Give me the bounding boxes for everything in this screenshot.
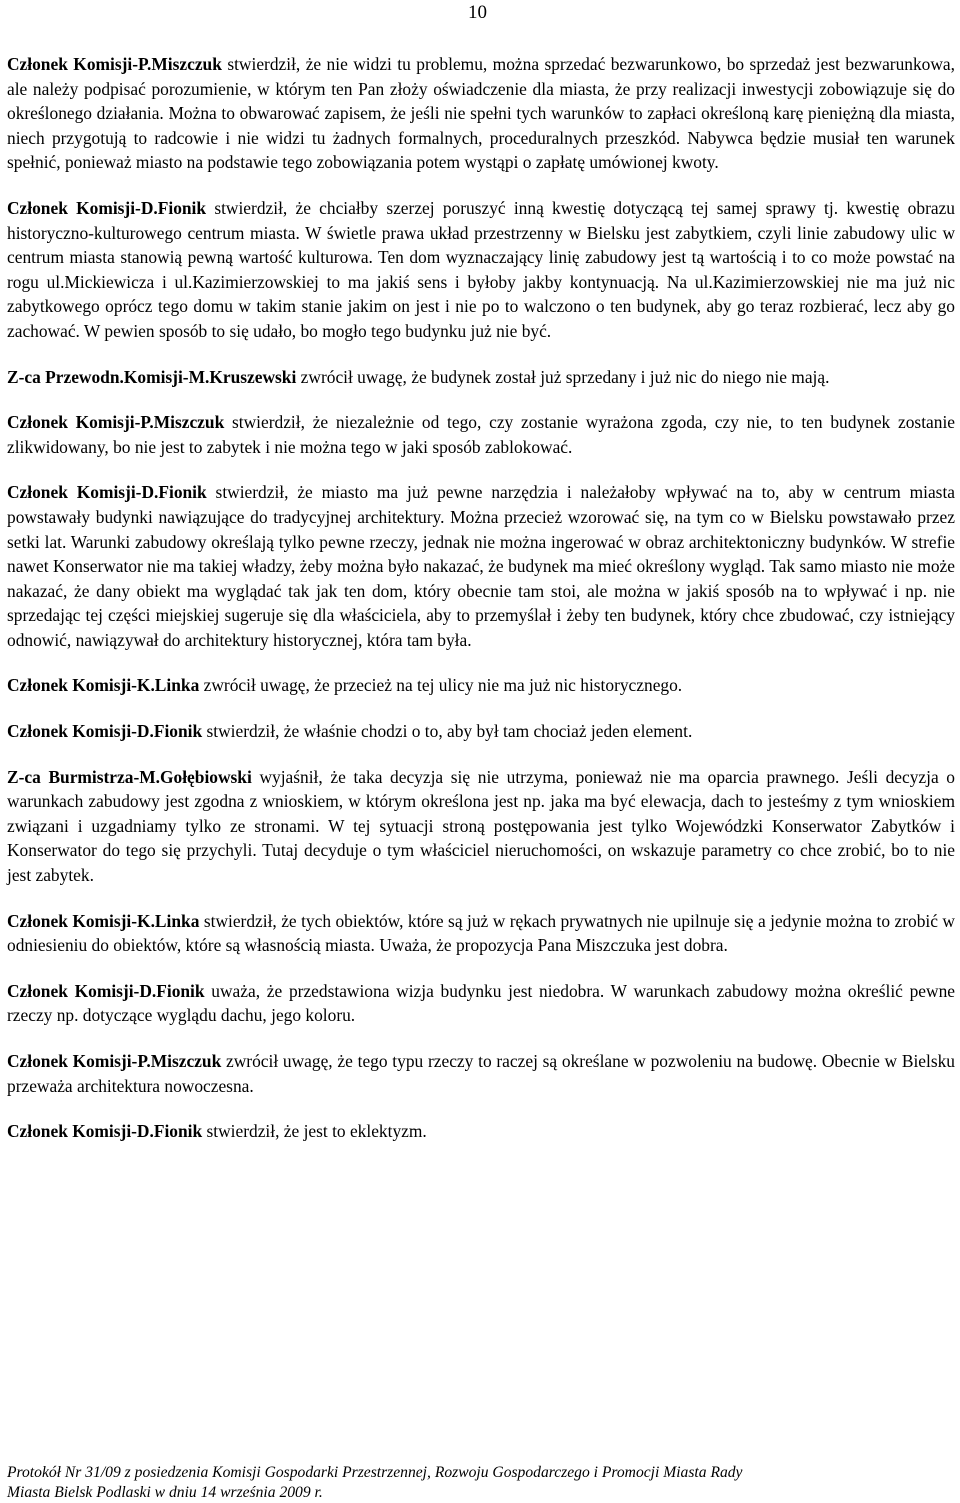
page-footer bbox=[7, 1463, 955, 1503]
paragraph bbox=[7, 765, 955, 888]
footer-line: Protokół Nr 31/09 z posiedzenia Komisji Gospodarki Przestrzennej, Rozwoju Gospodarczego i Promocji Miasta Rady bbox=[7, 1464, 743, 1481]
paragraph-text: stwierdził, że tych obiektów, które są już w rękach prywatnych nie upilnuje się a jedynie można to zrobić w odniesieniu do obiektów, które są własnością miasta. Uważa, że propozycja Pana Miszczuka jest dobra. bbox=[7, 910, 955, 956]
paragraph-text: stwierdził, że jest to eklektyzm. bbox=[202, 1121, 427, 1142]
speaker-name: Członek Komisji-D.Fionik bbox=[7, 1121, 203, 1142]
page-number: 10 bbox=[468, 2, 487, 23]
paragraph-text: stwierdził, że miasto ma już pewne narzędzia i należałoby wpływać na to, aby w centrum miasta powstawały budynki nawiązujące do tradycyjnej architektury. Można przecież wzorować się, na tym co w Bielsku powstawało przez setki lat. Warunki zabudowy określają tylko pewne rzeczy, jednak nie można ingerować w obraz architektoniczny budynków. W strefie nawet Konserwator nie ma takiej władzy, żeby można było nakazać, że budynek ma mieć określony wygląd. Tak samo miasto nie może nakazać, że dany obiekt ma wyglądać tak jak ten dom, który obecnie tam stoi, ale można w jakiś sposób na to wpływać i np. nie sprzedając tej części miejskiej sugeruje się dla właściciela, aby to przemyślał i żeby ten budynek, który chce zbudować, czy istniejący odnowić, nawiązywał do architektury historycznej, która tam była. bbox=[7, 482, 955, 650]
speaker-name: Z-ca Burmistrza-M.Gołębiowski bbox=[7, 766, 252, 787]
speaker-name: Członek Komisji-K.Linka bbox=[7, 910, 200, 931]
document-body bbox=[7, 52, 955, 1144]
paragraph bbox=[7, 365, 955, 390]
speaker-name: Członek Komisji-D.Fionik bbox=[7, 980, 205, 1001]
paragraph bbox=[7, 196, 955, 344]
speaker-name: Członek Komisji-P.Miszczuk bbox=[7, 1051, 222, 1071]
footer-line: Miasta Bielsk Podlaski w dniu 14 września 2009 r. bbox=[7, 1484, 323, 1501]
paragraph-text: stwierdził, że niezależnie od tego, czy zostanie wyrażona zgoda, czy nie, to ten budynek zostanie zlikwidowany, bo nie jest to zabytek i nie można tego w jaki sposób zablokować. bbox=[7, 412, 955, 457]
speaker-name: Członek Komisji-D.Fionik bbox=[7, 197, 207, 218]
paragraph-text: zwrócił uwagę, że przecież na tej ulicy nie ma już nic historycznego. bbox=[199, 675, 683, 696]
paragraph bbox=[7, 52, 955, 175]
paragraph bbox=[7, 1049, 955, 1098]
paragraph-text: stwierdził, że chciałby szerzej poruszyć inną kwestię dotyczącą tej samej sprawy tj. kwestię obrazu historyczno-kulturowego centrum miasta. W świetle prawa układ przestrzenny w Bielsku jest zabytkiem, czyli linie zabudowy ulic w centrum miasta stanowią pewną wartość kulturowa. Ten dom wyznaczający linię zabudowy jest tą wartością i to co może powstać na rogu ul.Mickiewicza i ul.Kazimierzowskiej to ma jakiś sens i byłoby jakby kontynuacją. Na ul.Kazimierzowskiej nie ma już nic zabytkowego oprócz tego domu w takim stanie jakim on jest i nie po to walczono o ten budynek, aby go teraz rozbierać, lecz aby go zachować. W pewien sposób to się udało, bo mogło tego budynku już nie być. bbox=[7, 197, 955, 341]
speaker-name: Członek Komisji-K.Linka bbox=[7, 675, 200, 696]
speaker-name: Członek Komisji-D.Fionik bbox=[7, 721, 203, 742]
paragraph bbox=[7, 673, 955, 698]
paragraph-text: zwrócił uwagę, że tego typu rzeczy to raczej są określane w pozwoleniu na budowę. Obecnie w Bielsku przeważa architektura nowoczesna. bbox=[7, 1051, 956, 1096]
paragraph-text: wyjaśnił, że taka decyzja się nie utrzyma, ponieważ nie ma oparcia prawnego. Jeśli decyzja o warunkach zabudowy jest zgodna z wnioskiem, w którym określona jest np. jaka ma być elewacja, dach to jesteśmy z tym wnioskiem związani i uzgadniamy tylko ze stronami. W tej sytuacji stroną postępowania jest tylko Wojewódzki Konserwator Zabytków i Konserwator do tego się przychyli. Tutaj decyduje o tym właściciel nieruchomości, on wskazuje parametry co chce zrobić, bo to nie jest zabytek. bbox=[7, 766, 955, 886]
paragraph bbox=[7, 719, 955, 744]
paragraph-text: zwrócił uwagę, że budynek został już sprzedany i już nic do niego nie mają. bbox=[296, 366, 830, 387]
speaker-name: Członek Komisji-P.Miszczuk bbox=[7, 412, 225, 433]
paragraph-text: stwierdził, że właśnie chodzi o to, aby był tam chociaż jeden element. bbox=[202, 721, 693, 742]
speaker-name: Członek Komisji-D.Fionik bbox=[7, 482, 207, 503]
paragraph bbox=[7, 909, 955, 958]
paragraph bbox=[7, 1119, 955, 1144]
paragraph bbox=[7, 410, 955, 459]
paragraph bbox=[7, 480, 955, 652]
speaker-name: Z-ca Przewodn.Komisji-M.Kruszewski bbox=[7, 366, 297, 387]
paragraph-text: uważa, że przedstawiona wizja budynku jest niedobra. W warunkach zabudowy można określić pewne rzeczy np. dotyczące wyglądu dachu, jego koloru. bbox=[7, 980, 955, 1026]
paragraph bbox=[7, 979, 955, 1028]
paragraph-text: stwierdził, że nie widzi tu problemu, można sprzedać bezwarunkowo, bo sprzedaż jest bezwarunkowa, ale należy podpisać porozumienie, w którym ten Pan złoży oświadczenie dla miasta, że przy realizacji inwestycji zobowiązuje się do określonego działania. Można to obwarować zapisem, że jeśli nie spełni tych warunków to zapłaci określoną karę pieniężną dla miasta, niech przygotują to radcowie i nie widzi tu żadnych formalnych, proceduralnych przeszkód. Nabywca będzie musiał ten warunek spełnić, ponieważ miasto na podstawie tego zobowiązania potem wystąpi o zapłatę umówionej kwoty. bbox=[7, 54, 955, 173]
speaker-name: Członek Komisji-P.Miszczuk bbox=[7, 54, 222, 74]
